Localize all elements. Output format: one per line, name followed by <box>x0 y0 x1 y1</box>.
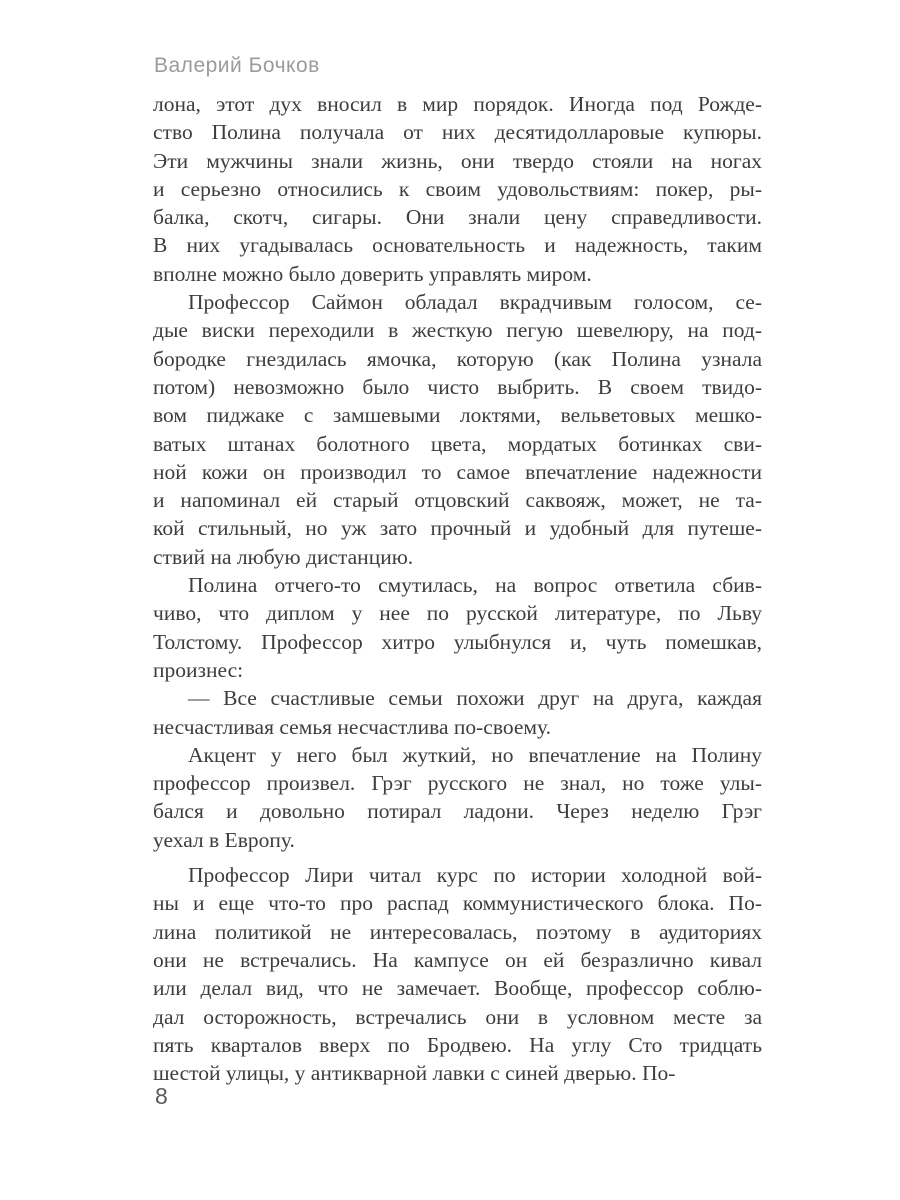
text-line: ватых штанах болотного цвета, мордатых ботинках сви- <box>153 431 762 456</box>
paragraph <box>153 741 762 854</box>
running-header-author: Валерий Бочков <box>154 54 320 77</box>
text-line: несчастливая семья несчастлива по-своему. <box>153 714 551 739</box>
text-line: дые виски переходили в жесткую пегую шевелюру, на под- <box>153 318 762 343</box>
text-line: ствий на любую дистанцию. <box>153 544 414 569</box>
text-line: Толстому. Профессор хитро улыбнулся и, чуть помешкав, <box>153 629 762 654</box>
text-line: ство Полина получала от них десятидолларовые купюры. <box>153 120 762 145</box>
text-line: ной кожи он производил то самое впечатление надежности <box>153 459 762 484</box>
text-line: чиво, что диплом у нее по русской литературе, по Льву <box>153 601 762 626</box>
text-line: шестой улицы, у антикварной лавки с синей дверью. По- <box>153 1061 676 1086</box>
text-line: — Все счастливые семьи похожи друг на друга, каждая <box>188 686 762 711</box>
paragraph <box>153 861 762 1087</box>
text-line: пять кварталов вверх по Бродвею. На углу Сто тридцать <box>153 1032 762 1057</box>
text-line: и напоминал ей старый отцовский саквояж, может, не та- <box>153 488 762 513</box>
paragraph <box>153 288 762 571</box>
text-line: Профессор Саймон обладал вкрадчивым голосом, се- <box>188 290 762 315</box>
text-line: Профессор Лири читал курс по истории холодной вой- <box>188 863 762 888</box>
page-number: 8 <box>155 1083 168 1109</box>
text-line: Эти мужчины знали жизнь, они твердо стояли на ногах <box>153 148 762 173</box>
text-line: Акцент у него был жуткий, но впечатление на Полину <box>188 742 762 767</box>
text-line: лина политикой не интересовалась, поэтому в аудиториях <box>153 919 762 944</box>
text-line: бался и довольно потирал ладони. Через неделю Грэг <box>153 799 762 824</box>
text-line: уехал в Европу. <box>153 827 295 852</box>
text-line: они не встречались. На кампусе он ей безразлично кивал <box>153 947 762 972</box>
text-line: потом) невозможно было чисто выбрить. В своем твидо- <box>153 374 762 399</box>
text-line: профессор произвел. Грэг русского не знал, но тоже улы- <box>153 771 762 796</box>
text-line: лона, этот дух вносил в мир порядок. Иногда под Рожде- <box>153 92 762 116</box>
paragraph <box>153 684 762 741</box>
text-line: или делал вид, что не замечает. Вообще, профессор соблю- <box>153 976 762 1001</box>
paragraph <box>153 90 762 288</box>
text-line: балка, скотч, сигары. Они знали цену справедливости. <box>153 205 762 230</box>
text-line: В них угадывалась основательность и надежность, таким <box>153 233 762 258</box>
text-line: вом пиджаке с замшевыми локтями, вельветовых мешко- <box>153 403 762 428</box>
text-line: ны и еще что-то про распад коммунистического блока. По- <box>153 891 762 916</box>
text-line: вполне можно было доверить управлять миром. <box>153 261 592 286</box>
text-line: и серьезно относились к своим удовольствиям: покер, ры- <box>153 176 762 201</box>
text-line: произнес: <box>153 657 244 682</box>
text-line: бородке гнездилась ямочка, которую (как Полина узнала <box>153 346 762 371</box>
paragraph <box>153 571 762 684</box>
text-line: дал осторожность, встречались они в условном месте за <box>153 1004 762 1029</box>
text-line: кой стильный, но уж зато прочный и удобный для путеше- <box>153 516 762 541</box>
text-line: Полина отчего-то смутилась, на вопрос ответила сбив- <box>188 573 762 598</box>
text-block <box>153 90 762 1087</box>
